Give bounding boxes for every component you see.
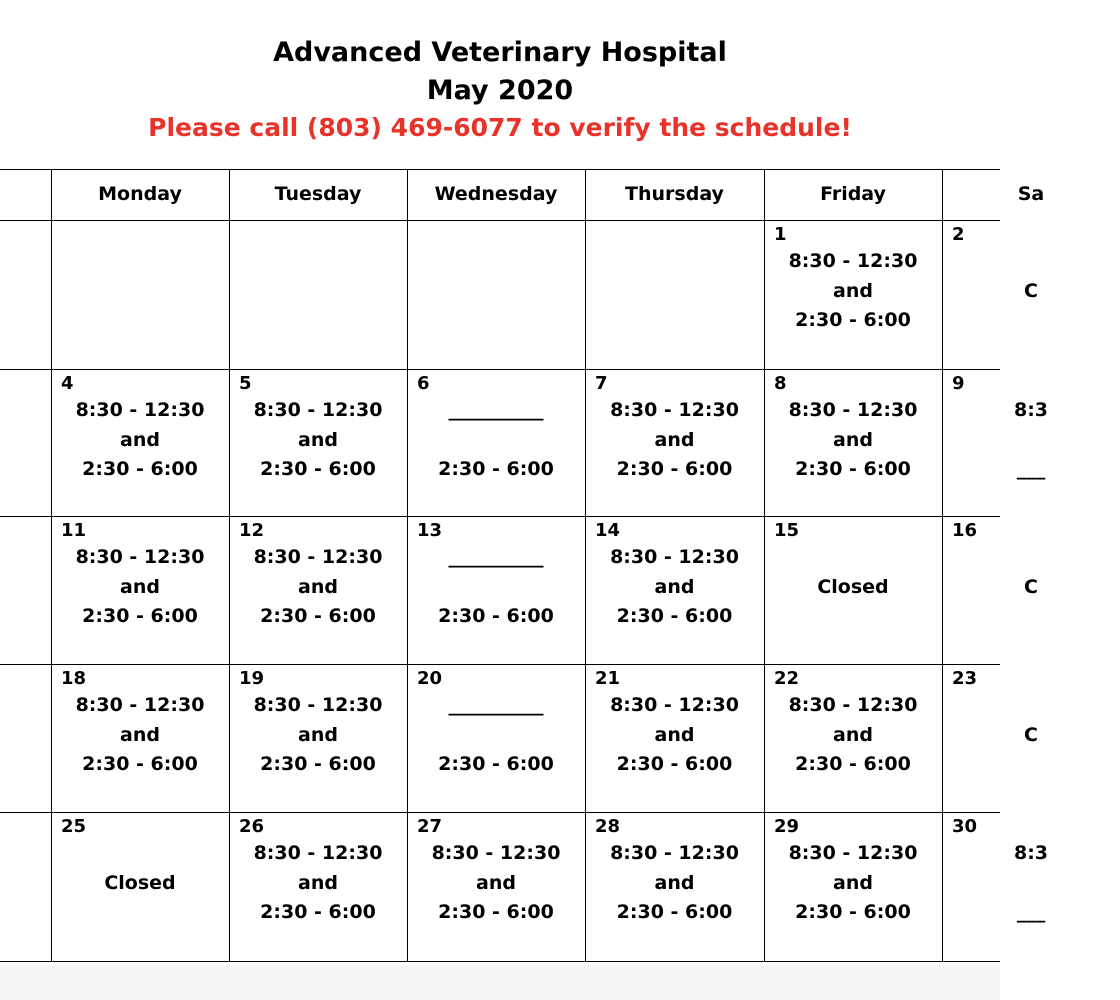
grid-row-line	[0, 961, 1000, 962]
hours-text: Closed	[104, 871, 176, 894]
day-cell	[229, 369, 407, 516]
day-number: 9	[952, 373, 965, 394]
day-cell	[942, 369, 1120, 516]
hours-text: 2:30 - 6:00	[82, 753, 198, 775]
hours-text: 2:30 - 6:00	[438, 458, 554, 480]
day-cell	[0, 220, 51, 369]
day-number: 29	[774, 816, 800, 837]
hours-text: C	[1024, 723, 1038, 746]
hours-text: 2:30 - 6:00	[82, 458, 198, 480]
hours-text: 8:3	[1013, 399, 1049, 421]
hours-text: and	[833, 723, 873, 746]
hours-text: and	[833, 279, 873, 302]
day-number: 5	[239, 373, 252, 394]
hours-text: 8:30 - 12:30	[610, 842, 739, 864]
hours-text: and	[120, 723, 160, 746]
day-number: 12	[239, 520, 265, 541]
weekday-header: Thursday	[625, 183, 724, 205]
day-cell	[0, 812, 51, 961]
hours-text: 8:30 - 12:30	[253, 694, 383, 716]
day-cell	[407, 369, 585, 516]
weekday-header	[0, 169, 51, 220]
hours-text: 2:30 - 6:00	[260, 901, 376, 923]
hours-text: 2:30 - 6:00	[616, 458, 733, 480]
hours-text: and	[654, 575, 695, 598]
hours-text: __________	[448, 399, 544, 421]
day-cell	[585, 812, 764, 961]
day-number: 30	[952, 816, 978, 837]
day-cell	[942, 516, 1120, 664]
day-cell	[51, 516, 229, 664]
day-cell	[229, 516, 407, 664]
weekday-header: Sa	[1017, 183, 1045, 205]
hours-text: C	[1024, 575, 1038, 598]
hours-text: 8:30 - 12:30	[75, 546, 205, 568]
hours-text: and	[476, 871, 516, 894]
day-cell	[51, 812, 229, 961]
day-number: 15	[774, 520, 800, 541]
hours-text: ___	[1016, 901, 1046, 923]
day-number: 16	[952, 520, 978, 541]
hours-text: and	[298, 575, 338, 598]
verify-schedule-notice: Please call (803) 469-6077 to verify the schedule!	[148, 113, 852, 142]
day-number: 6	[417, 373, 430, 394]
hours-text: Closed	[817, 575, 889, 598]
day-number: 11	[61, 520, 87, 541]
hours-text: 8:30 - 12:30	[75, 694, 205, 716]
hours-text: and	[120, 575, 160, 598]
hours-text: 8:30 - 12:30	[788, 399, 918, 421]
hours-text: 8:30 - 12:30	[610, 694, 739, 716]
day-cell	[942, 220, 1120, 369]
hours-text: 8:30 - 12:30	[610, 546, 739, 568]
hours-text: 2:30 - 6:00	[438, 753, 554, 775]
hours-text	[0, 869, 51, 899]
hours-text: 2:30 - 6:00	[616, 753, 733, 775]
day-number: 13	[417, 520, 443, 541]
day-cell	[407, 812, 585, 961]
day-number: 21	[595, 668, 621, 689]
day-cell	[407, 220, 585, 369]
footer-strip	[0, 965, 1000, 1000]
day-cell	[229, 220, 407, 369]
day-number: 28	[595, 816, 621, 837]
hours-text: 8:30 - 12:30	[431, 842, 561, 864]
hours-text: ___	[1016, 458, 1046, 480]
hours-text: and	[654, 871, 695, 894]
weekday-header: Wednesday	[434, 183, 558, 205]
hours-text: C	[1024, 279, 1038, 302]
hours-text: 2:30 - 6:00	[795, 901, 911, 923]
hours-text: and	[298, 871, 338, 894]
hours-text: 2:30 - 6:00	[82, 605, 198, 627]
hours-text: 8:30 - 12:30	[253, 546, 383, 568]
hours-text: __________	[448, 546, 544, 568]
hours-text: and	[654, 428, 695, 451]
hours-text: 2:30 - 6:00	[260, 753, 376, 775]
hours-text: 8:30 - 12:30	[253, 842, 383, 864]
weekday-header: Tuesday	[274, 183, 362, 205]
day-cell	[585, 516, 764, 664]
day-cell	[764, 664, 942, 812]
hours-text: 8:30 - 12:30	[253, 399, 383, 421]
hours-text: 8:30 - 12:30	[610, 399, 739, 421]
day-cell	[764, 812, 942, 961]
day-cell	[0, 516, 51, 664]
day-number: 23	[952, 668, 978, 689]
day-number: 18	[61, 668, 87, 689]
hospital-title: Advanced Veterinary Hospital	[273, 37, 727, 68]
hours-text: 2:30 - 6:00	[616, 605, 733, 627]
day-cell	[942, 664, 1120, 812]
hours-text: and	[654, 723, 695, 746]
day-cell	[51, 664, 229, 812]
day-number: 22	[774, 668, 800, 689]
day-cell	[764, 220, 942, 369]
day-number: 27	[417, 816, 443, 837]
day-cell	[942, 812, 1120, 961]
day-number: 7	[595, 373, 608, 394]
day-cell	[0, 369, 51, 516]
hours-text: 2:30 - 6:00	[438, 605, 554, 627]
day-number: 26	[239, 816, 265, 837]
hours-text: 8:3	[1013, 842, 1049, 864]
weekday-header: Friday	[820, 183, 886, 205]
month-title: May 2020	[426, 75, 574, 106]
hours-text: 8:30 - 12:30	[75, 399, 205, 421]
day-cell	[229, 664, 407, 812]
weekday-header: Monday	[98, 183, 182, 205]
day-number: 19	[239, 668, 265, 689]
day-cell	[51, 369, 229, 516]
day-cell	[407, 664, 585, 812]
hours-text: and	[120, 428, 160, 451]
hours-text: 2:30 - 6:00	[795, 458, 911, 480]
day-number: 14	[595, 520, 621, 541]
day-cell	[585, 220, 764, 369]
day-number: 25	[61, 816, 87, 837]
day-cell	[51, 220, 229, 369]
day-cell	[764, 369, 942, 516]
hours-text: 2:30 - 6:00	[438, 901, 554, 923]
day-cell	[0, 664, 51, 812]
day-cell	[229, 812, 407, 961]
hours-text: and	[298, 428, 338, 451]
day-number: 4	[61, 373, 74, 394]
hours-text: __________	[448, 694, 544, 716]
hours-text: 2:30 - 6:00	[260, 458, 376, 480]
hours-text: and	[833, 871, 873, 894]
hours-text: 8:30 - 12:30	[788, 694, 918, 716]
hours-text: and	[298, 723, 338, 746]
hours-text: and	[833, 428, 873, 451]
hours-text: 8:30 - 12:30	[788, 842, 918, 864]
hours-text: 2:30 - 6:00	[795, 309, 911, 331]
day-cell	[764, 516, 942, 664]
day-number: 20	[417, 668, 443, 689]
day-number: 2	[952, 224, 965, 245]
day-number: 1	[774, 224, 787, 245]
day-cell	[585, 369, 764, 516]
day-cell	[585, 664, 764, 812]
hours-text: 2:30 - 6:00	[795, 753, 911, 775]
hours-text: 8:30 - 12:30	[788, 250, 918, 272]
hours-text: 2:30 - 6:00	[260, 605, 376, 627]
day-cell	[407, 516, 585, 664]
hours-text: 2:30 - 6:00	[616, 901, 733, 923]
day-number: 8	[774, 373, 787, 394]
